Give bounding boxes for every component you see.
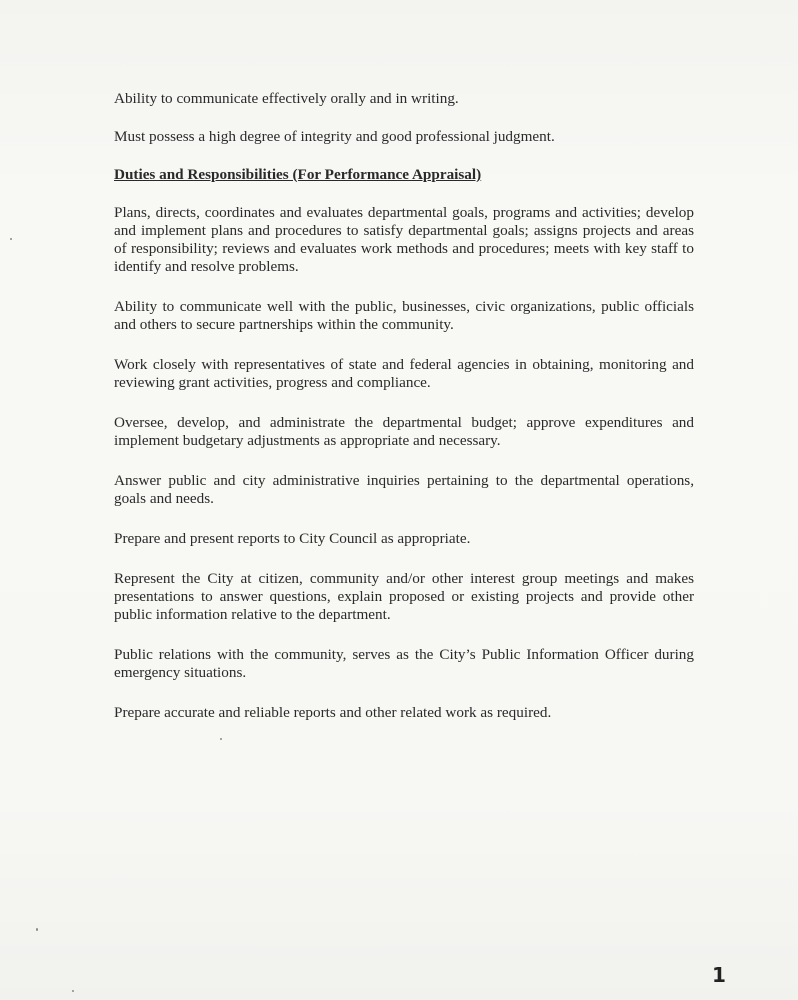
scan-speck <box>36 928 38 931</box>
duty-paragraph: Prepare and present reports to City Council as appropriate. <box>114 530 471 547</box>
duty-paragraph: Represent the City at citizen, community and/or other interest group meetings and makes presentations to answer questions, explain proposed or existing projects and provide other public information relative to the department. <box>114 570 694 623</box>
scan-speck <box>10 238 12 240</box>
document-body <box>114 90 694 722</box>
intro-paragraph: Ability to communicate effectively orally and in writing. <box>114 90 459 107</box>
duty-paragraph: Oversee, develop, and administrate the departmental budget; approve expenditures and implement budgetary adjustments as appropriate and necessary. <box>114 414 694 449</box>
duty-paragraph: Work closely with representatives of state and federal agencies in obtaining, monitoring and reviewing grant activities, progress and compliance. <box>114 356 694 391</box>
duty-paragraph: Answer public and city administrative inquiries pertaining to the departmental operations, goals and needs. <box>114 472 694 507</box>
duty-paragraph: Prepare accurate and reliable reports and other related work as required. <box>114 704 552 721</box>
intro-paragraph: Must possess a high degree of integrity and good professional judgment. <box>114 128 555 145</box>
section-heading: Duties and Responsibilities (For Performance Appraisal) <box>114 166 482 183</box>
scan-speck <box>220 738 222 740</box>
scan-speck <box>72 990 74 992</box>
duty-paragraph: Ability to communicate well with the public, businesses, civic organizations, public officials and others to secure partnerships within the community. <box>114 298 694 333</box>
duty-paragraph: Plans, directs, coordinates and evaluates departmental goals, programs and activities; develop and implement plans and procedures to satisfy departmental goals; assigns projects and areas of responsibility; reviews and evaluates work methods and procedures; meets with key staff to identify and resolve problems. <box>114 204 694 275</box>
page-number-mark: 1 <box>712 963 726 987</box>
duty-paragraph: Public relations with the community, serves as the City’s Public Information Officer during emergency situations. <box>114 646 694 681</box>
